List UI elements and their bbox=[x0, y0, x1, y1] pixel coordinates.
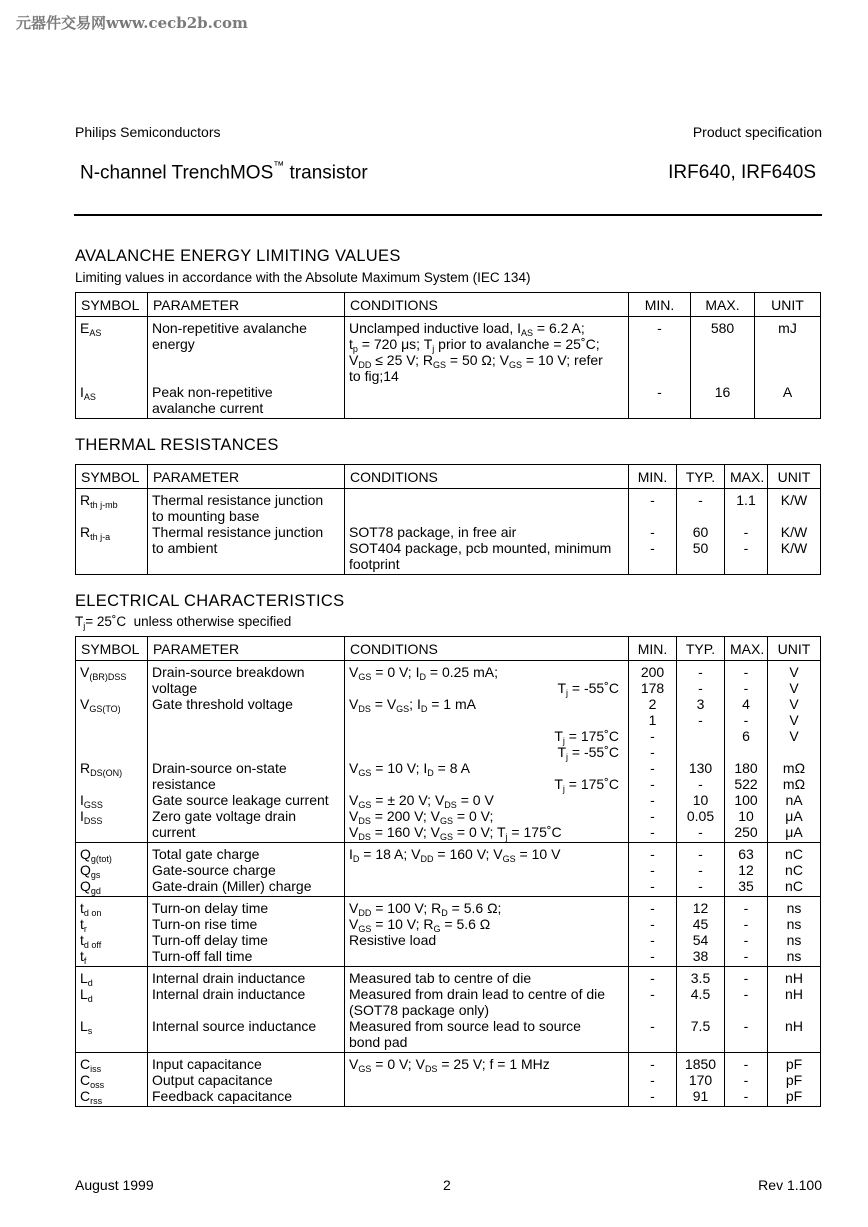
document-type: Product specification bbox=[692, 124, 822, 140]
footer-date: August 1999 bbox=[75, 1177, 154, 1193]
page-title: N-channel TrenchMOS™ transistor bbox=[80, 160, 368, 184]
thermal-section-title: THERMAL RESISTANCES bbox=[75, 436, 279, 454]
table-row: $Q_{g(tot)}$ $Q_{gs}$ $Q_{gd}$ Total gate charge Gate-source charge Gate-drain (Miller) charge $I_D = 18$ A; $V_{DD} = 160$ V; $V_{GS} = 10$ V - - - - - - 63 12 35 nC nC nC bbox=[76, 843, 821, 897]
avalanche-section-subtitle: Limiting values in accordance with the Absolute Maximum System (IEC 134) bbox=[75, 270, 531, 285]
electrical-section-subtitle: $T_j=$ 25˚C unless otherwise specified bbox=[75, 614, 292, 631]
trademark-symbol: ™ bbox=[273, 160, 285, 172]
footer-revision: Rev 1.100 bbox=[758, 1177, 822, 1193]
avalanche-table bbox=[75, 292, 821, 419]
thermal-table bbox=[75, 464, 821, 575]
table-row: $E_{AS}$ $I_{AS}$ Non-repetitive avalanche energy Peak non-repetitive avalanche current Unclamped inductive load, $I_{AS} = 6.2$ A; $t_p = 720$ μs; $T_j$ prior to avalanche = 25˚C; $V_{DD} \le 25$ V; $R_{GS} = 50$ Ω; $V_{GS} = 10$ V; refer to fig;14 - - 580 16 mJ A bbox=[76, 317, 821, 419]
electrical-table bbox=[75, 636, 821, 1107]
table-row: $R_{th j-mb}$ $R_{th j-a}$ Thermal resistance junction to mounting base Thermal resistance junction to ambient SOT78 package, in free air SOT404 package, pcb mounted, minimum footprint - - - - 60 50 1.1 - - K/W K/W K/W bbox=[76, 489, 821, 575]
electrical-section-title: ELECTRICAL CHARACTERISTICS bbox=[75, 592, 345, 610]
table-row: $V_{(BR)DSS}$ $V_{GS(TO)}$ $R_{DS(ON)}$ $I_{GSS}$ $I_{DSS}$ Drain-source breakdown voltage Gate threshold voltage Drain-source on-state resistance Gate source leakage current Zero gate voltage drain current $V_{GS} = 0$ V; $I_D = 0.25$ mA; $T_j$ = -55˚C $V_{DS} = V_{GS}$; $I_D = 1$ mA $T_j$ = 175˚C $T_j$ = -55˚C $V_{GS} = 10$ V; $I_D = 8$ A $T_j$ = 175˚C $V_{GS}$ = ± 20 V; $V_{DS} = 0$ V $V_{DS} = 200$ V; $V_{GS} = 0$ V; $V_{DS} = 160$ V; $V_{GS} = 0$ V; $T_j$ = 175˚C 200 178 2 1 - - - - - - - - - 3 - 130 - 10 0.05 - - - 4 - 6 180 522 100 10 250 V V V V V mΩ mΩ nA μA μA bbox=[76, 661, 821, 843]
table-header-row: SYMBOL PARAMETER CONDITIONS MIN. MAX. UNIT bbox=[76, 293, 821, 317]
page-number: 2 bbox=[443, 1177, 451, 1193]
table-row: $L_d$ $L_d$ $L_s$ Internal drain inductance Internal drain inductance Internal source inductance Measured tab to centre of die Measured from drain lead to centre of die (SOT78 package only) Measured from source lead to source bond pad - - - 3.5 4.5 7.5 - - - nH nH nH bbox=[76, 967, 821, 1053]
part-number: IRF640, IRF640S bbox=[668, 162, 816, 183]
header-divider bbox=[74, 214, 822, 216]
company-name: Philips Semiconductors bbox=[75, 124, 221, 140]
table-header-row: SYMBOL PARAMETER CONDITIONS MIN. TYP. MAX. UNIT bbox=[76, 465, 821, 489]
table-header-row: SYMBOL PARAMETER CONDITIONS MIN. TYP. MAX. UNIT bbox=[76, 637, 821, 661]
avalanche-section-title: AVALANCHE ENERGY LIMITING VALUES bbox=[75, 247, 401, 265]
table-row: $C_{iss}$ $C_{oss}$ $C_{rss}$ Input capacitance Output capacitance Feedback capacitance $V_{GS} = 0$ V; $V_{DS} = 25$ V; f = 1 MHz - - - 1850 170 91 - - - pF pF pF bbox=[76, 1053, 821, 1107]
table-row: $t_{d on}$ $t_r$ $t_{d off}$ $t_f$ Turn-on delay time Turn-on rise time Turn-off delay time Turn-off fall time $V_{DD} = 100$ V; $R_D = 5.6$ Ω; $V_{GS} = 10$ V; $R_G = 5.6$ Ω Resistive load - - - - 12 45 54 38 - - - - ns ns ns ns bbox=[76, 897, 821, 967]
watermark: 元器件交易网www.cecb2b.com bbox=[16, 14, 248, 32]
